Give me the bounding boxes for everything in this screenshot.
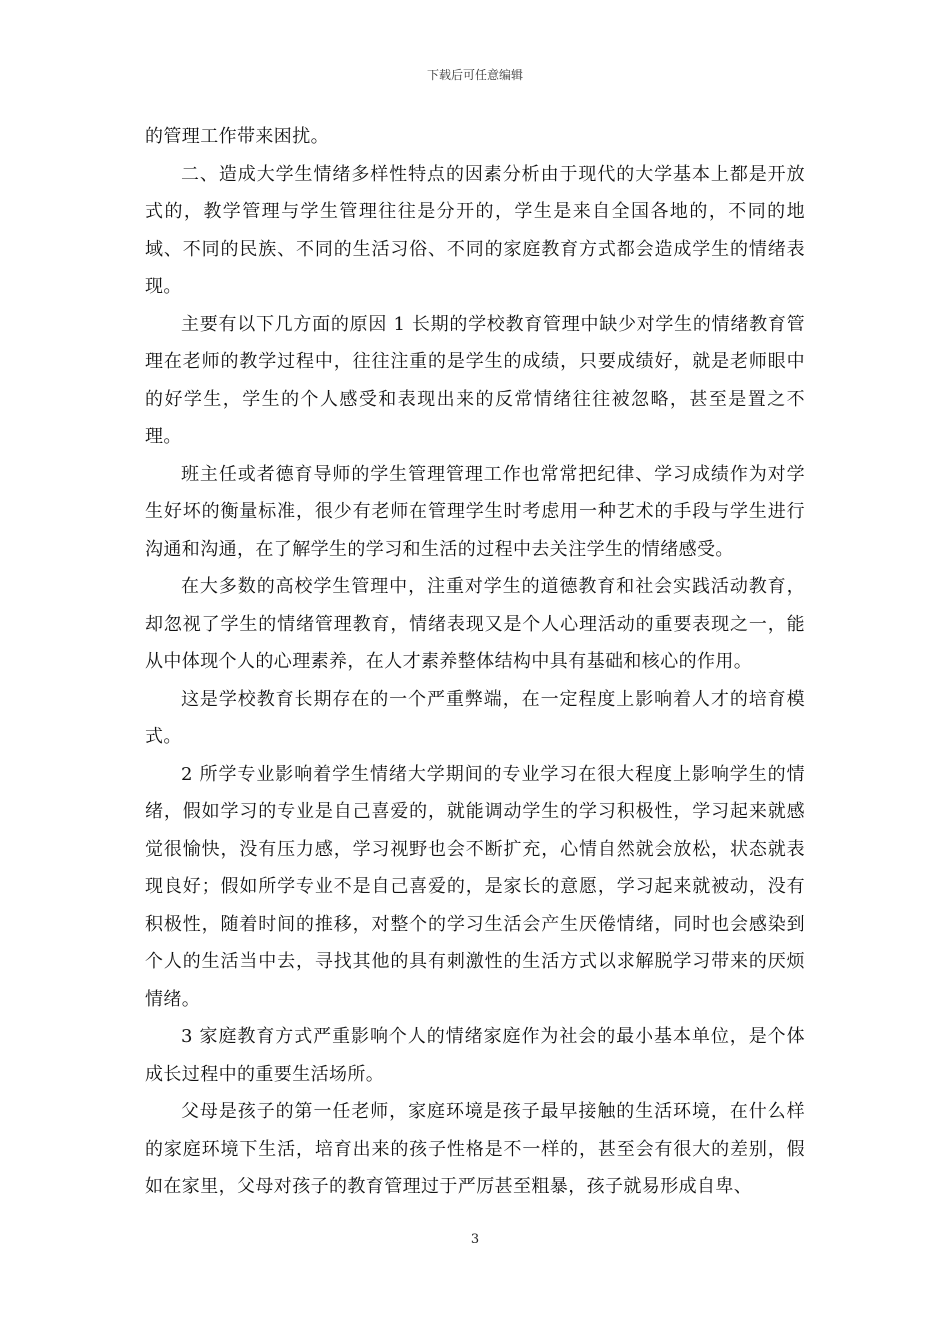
paragraph: 在大多数的高校学生管理中，注重对学生的道德教育和社会实践活动教育，却忽视了学生的情绪管理教育，情绪表现又是个人心理活动的重要表现之一，能从中体现个人的心理素养，在人才素养整体结构中具有基础和核心的作用。 (145, 576, 805, 672)
paragraph: 3 家庭教育方式严重影响个人的情绪家庭作为社会的最小基本单位，是个体成长过程中的重要生活场所。 (145, 1026, 805, 1085)
paragraph: 班主任或者德育导师的学生管理管理工作也常常把纪律、学习成绩作为对学生好坏的衡量标准，很少有老师在管理学生时考虑用一种艺术的手段与学生进行沟通和沟通，在了解学生的学习和生活的过程中去关注学生的情绪感受。 (145, 463, 805, 560)
page-header: 下载后可任意编辑 (426, 68, 523, 82)
page-number: 3 (470, 1232, 480, 1247)
paragraph: 二、造成大学生情绪多样性特点的因素分析由于现代的大学基本上都是开放式的，教学管理与学生管理往往是分开的，学生是来自全国各地的，不同的地域、不同的民族、不同的生活习俗、不同的家庭教育方式都会造成学生的情绪表现。 (145, 163, 805, 297)
document-body (145, 118, 805, 1206)
paragraph-continuation: 的管理工作带来困扰。 (145, 126, 329, 147)
paragraph: 这是学校教育长期存在的一个严重弊端，在一定程度上影响着人才的培育模式。 (145, 688, 805, 747)
paragraph: 父母是孩子的第一任老师，家庭环境是孩子最早接触的生活环境，在什么样的家庭环境下生活，培育出来的孩子性格是不一样的，甚至会有很大的差别，假如在家里，父母对孩子的教育管理过于严厉甚至粗暴，孩子就易形成自卑、 (145, 1101, 805, 1197)
paragraph: 主要有以下几方面的原因 1 长期的学校教育管理中缺少对学生的情绪教育管理在老师的教学过程中，往往注重的是学生的成绩，只要成绩好，就是老师眼中的好学生，学生的个人感受和表现出来的反常情绪往往被忽略，甚至是置之不理。 (145, 313, 805, 447)
paragraph: 2 所学专业影响着学生情绪大学期间的专业学习在很大程度上影响学生的情绪，假如学习的专业是自己喜爱的，就能调动学生的学习积极性，学习起来就感觉很愉快，没有压力感，学习视野也会不断扩充，心情自然就会放松，状态就表现良好；假如所学专业不是自己喜爱的，是家长的意愿，学习起来就被动，没有积极性，随着时间的推移，对整个的学习生活会产生厌倦情绪，同时也会感染到个人的生活当中去，寻找其他的具有刺激性的生活方式以求解脱学习带来的厌烦情绪。 (145, 763, 805, 1010)
